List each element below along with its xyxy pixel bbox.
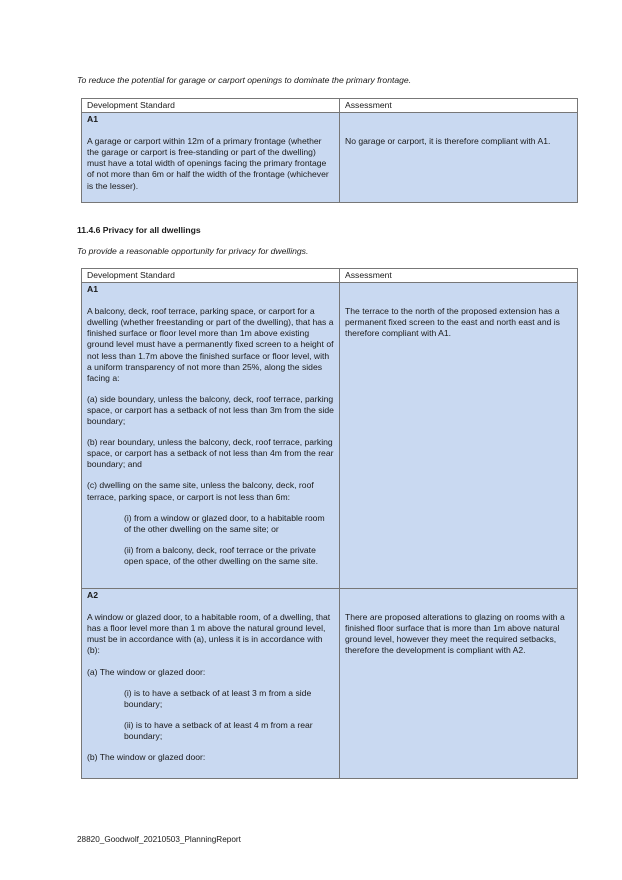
standard-paragraph: (a) The window or glazed door: [87, 666, 206, 677]
section-intro-garage: To reduce the potential for garage or carport openings to dominate the primary frontage. [77, 75, 412, 85]
assessment-cell [340, 589, 578, 779]
page-footer: 28820_Goodwolf_20210503_PlanningReport [77, 835, 241, 844]
standard-cell [82, 113, 340, 203]
header-assessment: Assessment [340, 99, 578, 113]
standard-paragraph: (b) rear boundary, unless the balcony, deck, roof terrace, parking space, or carport has a setback of not less than 4m from the rear boundary; and [87, 437, 334, 470]
standard-code: A2 [87, 590, 98, 601]
section-intro-privacy: To provide a reasonable opportunity for privacy for dwellings. [77, 246, 309, 256]
standard-paragraph: A window or glazed door, to a habitable room, of a dwelling, that has a floor level more than 1 m above the natural ground level, must be in accordance with (a), unless it is in accordance with (b): [87, 612, 331, 656]
table-row [82, 589, 578, 779]
table-row [82, 113, 578, 203]
standard-subparagraph: (i) is to have a setback of at least 3 m from a side boundary; [124, 687, 312, 709]
assessment-text: The terrace to the north of the proposed extension has a permanent fixed screen to the east and north east and is therefore compliant with A1. [345, 306, 560, 339]
standard-code: A1 [87, 114, 98, 125]
header-assessment: Assessment [340, 269, 578, 283]
assessment-text: There are proposed alterations to glazing on rooms with a finished floor surface that is more than 1m above natural ground level, however they meet the required setbacks, therefore the development is compliant with A2. [345, 612, 565, 656]
standard-paragraph: (c) dwelling on the same site, unless the balcony, deck, roof terrace, parking space, or carport is not less than 6m: [87, 480, 314, 502]
section-heading-privacy: 11.4.6 Privacy for all dwellings [77, 225, 201, 235]
assessment-text: No garage or carport, it is therefore compliant with A1. [345, 136, 551, 147]
header-development-standard: Development Standard [82, 269, 340, 283]
garage-standards-table [81, 98, 578, 203]
assessment-cell [340, 113, 578, 203]
standard-cell [82, 283, 340, 589]
standard-paragraph: (a) side boundary, unless the balcony, deck, roof terrace, parking space, or carport has a setback of not less than 3m from the side boundary; [87, 393, 334, 427]
privacy-standards-table [81, 268, 578, 779]
standard-subparagraph: (i) from a window or glazed door, to a habitable room of the other dwelling on the same site; or [124, 512, 325, 534]
standard-subparagraph: (ii) from a balcony, deck, roof terrace or the private open space, of the other dwelling on the same site. [124, 544, 318, 566]
standard-text: A garage or carport within 12m of a primary frontage (whether the garage or carport is free-standing or part of the dwelling) must have a total width of openings facing the primary frontage of not more than 6m or half the width of the frontage (whichever is the lesser). [87, 136, 329, 191]
table-header-row [82, 269, 578, 283]
header-development-standard: Development Standard [82, 99, 340, 113]
standard-paragraph: A balcony, deck, roof terrace, parking space, or carport for a dwelling (whether freestanding or part of the dwelling), that has a finished surface or floor level more than 1m above existing ground level must have a permanently fixed screen to a height of not less than 1.7m above the finished surface or floor level, with a uniform transparency of not more than 25%, along the sides facing a: [87, 306, 334, 383]
standard-cell [82, 589, 340, 779]
standard-paragraph: (b) The window or glazed door: [87, 752, 206, 763]
table-header-row [82, 99, 578, 113]
standard-subparagraph: (ii) is to have a setback of at least 4 m from a rear boundary; [124, 719, 313, 741]
standard-code: A1 [87, 284, 98, 295]
table-row [82, 283, 578, 589]
assessment-cell [340, 283, 578, 589]
